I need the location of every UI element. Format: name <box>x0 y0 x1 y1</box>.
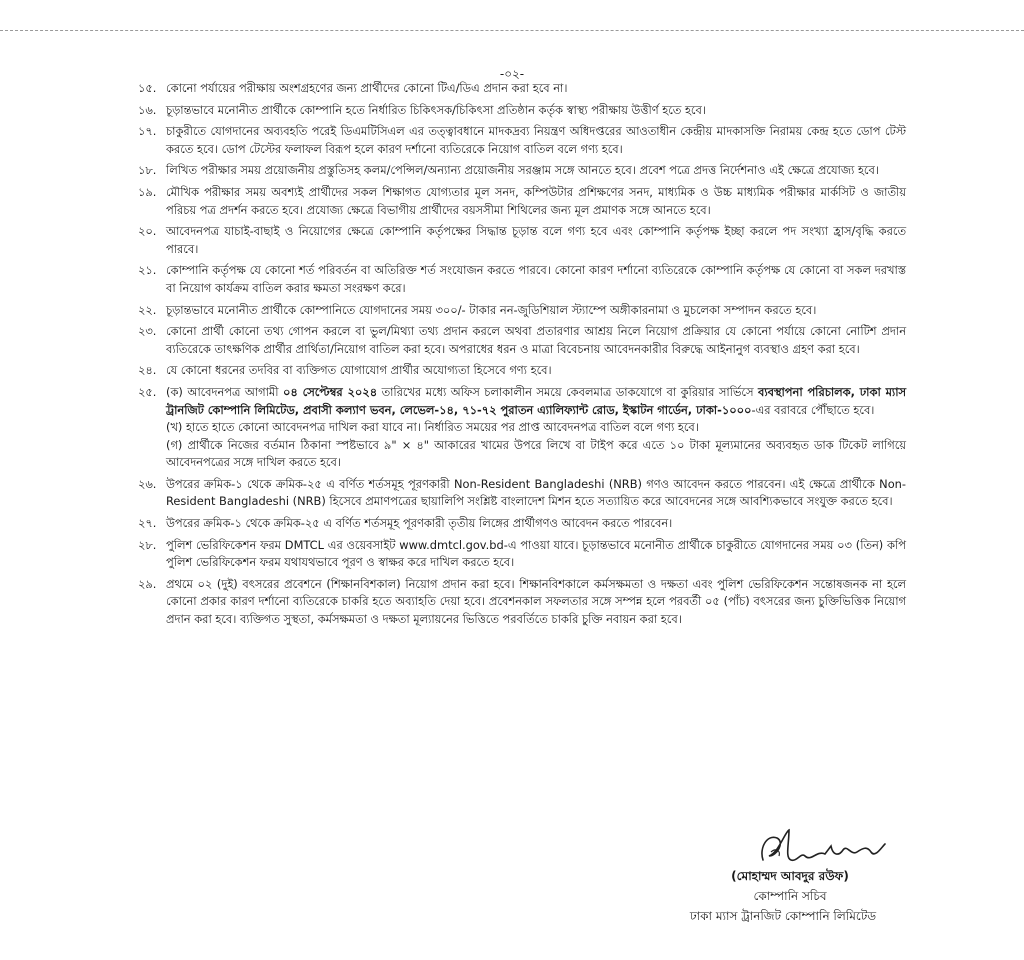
item-text: পুলিশ ভেরিফিকেশন ফরম DMTCL এর ওয়েবসাইট www.dmtcl.gov.bd-এ পাওয়া যাবে। চূড়ান্তভাবে মনোনীত প্রার্থীকে চাকুরীতে যোগদানের সময় ০৩ (তিন) কপি পুলিশ ভেরিফিকেশন ফরম যথাযথভাবে পূরণ ও স্বাক্ষর করে দাখিল করতে হবে। <box>166 537 906 570</box>
list-item <box>138 302 906 320</box>
deadline-date: ০৪ সেপ্টেম্বর ২০২৪ <box>282 384 378 399</box>
item-number: ২৮. <box>138 537 157 552</box>
list-item <box>138 476 906 511</box>
signatory-organization: ঢাকা ম্যাস ট্রানজিট কোম্পানি লিমিটেড <box>689 909 877 923</box>
list-item <box>138 102 906 120</box>
page-number: -০২- <box>499 67 525 81</box>
item-number: ২২. <box>138 302 157 317</box>
item-number: ২৬. <box>138 476 157 491</box>
subclause-kha: (খ) হাতে হাতে কোনো আবেদনপত্র দাখিল করা যাবে না। নির্ধারিত সময়ের পর প্রাপ্ত আবেদনপত্র বাতিল বলে গণ্য হবে। <box>166 420 699 435</box>
list-item <box>138 123 906 158</box>
item-text: প্রথমে ০২ (দুই) বৎসরের প্রবেশনে (শিক্ষানবিশকাল) নিয়োগ প্রদান করা হবে। শিক্ষানবিশকালে কর্মসক্ষমতা ও দক্ষতা এবং পুলিশ ভেরিফিকেশন সন্তোষজনক না হলে কোনো প্রকার কারণ দর্শানো ব্যতিরেকে চাকরি হতে অব্যাহতি দেয়া হবে। প্রবেশনকাল সফলতার সঙ্গে সম্পন্ন হলে পরবর্তী ০৫ (পাঁচ) বৎসরের জন্য চুক্তিভিত্তিক নিয়োগ প্রদান করা হবে। ব্যক্তিগত সুস্থতা, কর্মসক্ষমতা ও দক্ষতা মূল্যায়নের ভিত্তিতে পরবর্তিতে চাকরি চুক্তি নবায়ন করা হবে। <box>166 576 906 627</box>
item-text: যে কোনো ধরনের তদবির বা ব্যক্তিগত যোগাযোগ প্রার্থীর অযোগ্যতা হিসেবে গণ্য হবে। <box>166 363 552 378</box>
item-number: ১৫. <box>138 81 157 95</box>
item-text: কোনো প্রার্থী কোনো তথ্য গোপন করলে বা ভুল/মিথ্যা তথ্য প্রদান করলে অথবা প্রতারণার আশ্রয় নিলে নিয়োগ প্রক্রিয়ার যে কোনো পর্যায়ে কোনো নোটিশ প্রদান ব্যতিরেকে তাৎক্ষণিক প্রার্থীর প্রার্থিতা/নিয়োগ বাতিল করা হবে। অপরাধের ধরন ও মাত্রা বিবেচনায় আবেদনকারীর বিরুদ্ধে আইনানুগ ব্যবস্থাও গ্রহণ করা হবে। <box>166 324 906 356</box>
item-text: চূড়ান্তভাবে মনোনীত প্রার্থীকে কোম্পানি হতে নির্ধারিত চিকিৎসক/চিকিৎসা প্রতিষ্ঠান কর্তৃক স্বাস্থ্য পরীক্ষায় উত্তীর্ণ হতে হবে। <box>166 102 706 117</box>
item-text: আবেদনপত্র যাচাই-বাছাই ও নিয়োগের ক্ষেত্রে কোম্পানি কর্তৃপক্ষের সিদ্ধান্ত চূড়ান্ত বলে গণ্য হবে এবং কোম্পানি কর্তৃপক্ষ ইচ্ছা করলে পদ সংখ্যা হ্রাস/বৃদ্ধি করতে পারবে। <box>166 224 906 256</box>
item-number: ২৩. <box>138 324 157 339</box>
signature-block <box>640 866 940 926</box>
item-number: ১৯. <box>138 184 157 199</box>
item-text: চাকুরীতে যোগদানের অব্যবহতি পরেই ডিএমটিসিএল এর তত্ত্বাবধানে মাদকদ্রব্য নিয়ন্ত্রণ অধিদপ্তরের আওতাধীন কেন্দ্রীয় মাদকাসক্তি নিরাময় কেন্দ্র হতে ডোপ টেস্ট করতে হবে। ডোপ টেস্টের ফলাফল বিরূপ হলে কারণ দর্শানো ব্যতিরেকে নিয়োগ বাতিল বলে গণ্য হবে। <box>166 124 906 156</box>
terms-list <box>138 80 906 633</box>
list-item <box>138 80 906 98</box>
item-number: ২৫. <box>138 384 157 399</box>
list-item <box>138 576 906 629</box>
item-text: উপরের ক্রমিক-১ থেকে ক্রমিক-২৫ এ বর্ণিত শর্তসমূহ পূরণকারী Non-Resident Bangladeshi (NRB) গণও আবেদন করতে পারবেন। এই ক্ষেত্রে প্রার্থীকে Non-Resident Bangladeshi (NRB) হিসেবে প্রমাণপত্রের ছায়ালিপি সংশ্লিষ্ট বাংলাদেশ মিশন হতে সত্যায়িত করে আবেদনের সঙ্গে আবশ্যিকভাবে সংযুক্ত করতে হবে। <box>166 476 906 509</box>
item-text: মৌখিক পরীক্ষার সময় অবশ্যই প্রার্থীদের সকল শিক্ষাগত যোগ্যতার মূল সনদ, কম্পিউটার প্রশিক্ষণের সনদ, মাধ্যমিক ও উচ্চ মাধ্যমিক পরীক্ষার মার্কসিট ও জাতীয় পরিচয় পত্র প্রদর্শন করতে হবে। প্রযোজ্য ক্ষেত্রে বিভাগীয় প্রার্থীদের বয়সসীমা শিথিলের জন্য মূল প্রমাণক সঙ্গে আনতে হবে। <box>166 184 906 217</box>
subclause-ka <box>166 384 906 419</box>
list-item <box>138 223 906 258</box>
item-text: কোনো পর্যায়ের পরীক্ষায় অংশগ্রহণের জন্য প্রার্থীদের কোনো টিএ/ডিএ প্রদান করা হবে না। <box>166 81 568 95</box>
subclause-ga: (গ) প্রার্থীকে নিজের বর্তমান ঠিকানা স্পষ্টভাবে ৯" × ৪" আকারের খামের উপরে লিখে বা টাইপ করে এতে ১০ টাকা মূল্যমানের অব্যবহৃত ডাক টিকেট লাগিয়ে আবেদনপত্রের সঙ্গে দাখিল করতে হবে। <box>166 437 906 470</box>
item-number: ২৪. <box>138 363 157 378</box>
item-text: কোম্পানি কর্তৃপক্ষ যে কোনো শর্ত পরিবর্তন বা অতিরিক্ত শর্ত সংযোজন করতে পারবে। কোনো কারণ দর্শানো ব্যতিরেকে কোম্পানি কর্তৃপক্ষ যে কোনো বা সকল দরখাস্ত বা নিয়োগ কার্যক্রম বাতিল করার ক্ষমতা সংরক্ষণ করে। <box>166 263 906 295</box>
list-item <box>138 262 906 297</box>
item-number: ২৯. <box>138 576 157 591</box>
list-item-application-deadline <box>138 384 906 472</box>
subclause-ka-text: -এর বরাবরে পৌঁছাতে হবে। <box>751 402 875 417</box>
item-text: চূড়ান্তভাবে মনোনীত প্রার্থীকে কোম্পানিতে যোগদানের সময় ৩০০/- টাকার নন-জুডিশিয়াল স্ট্যাম্পে অঙ্গীকারনামা ও মুচলেকা সম্পাদন করতে হবে। <box>166 302 817 317</box>
item-text: লিখিত পরীক্ষার সময় প্রয়োজনীয় প্রস্তুতিসহ কলম/পেন্সিল/অন্যান্য প্রয়োজনীয় সরঞ্জাম সঙ্গে আনতে হবে। প্রবেশ পত্রে প্রদত্ত নির্দেশনাও এই ক্ষেত্রে প্রযোজ্য হবে। <box>166 163 879 178</box>
item-number: ২১. <box>138 263 157 278</box>
signatory-designation: কোম্পানি সচিব <box>753 889 827 903</box>
item-number: ১৬. <box>138 102 157 117</box>
item-text <box>166 384 906 472</box>
item-number: ২৭. <box>138 516 157 531</box>
list-item <box>138 515 906 533</box>
list-item <box>138 362 906 380</box>
item-text: উপরের ক্রমিক-১ থেকে ক্রমিক-২৫ এ বর্ণিত শর্তসমূহ পূরণকারী তৃতীয় লিঙ্গের প্রার্থীগণও আবেদন করতে পারবেন। <box>166 516 673 531</box>
item-number: ১৮. <box>138 163 157 178</box>
list-item <box>138 323 906 358</box>
item-number: ২০. <box>138 224 157 239</box>
list-item <box>138 184 906 219</box>
subclause-ka-text: তারিখের মধ্যে অফিস চলাকালীন সময়ে কেবলমাত্র ডাকযোগে বা কুরিয়ার সার্ভিসে <box>381 384 754 399</box>
signatory-name: (মোহাম্মদ আবদুর রউফ) <box>731 869 849 883</box>
mailing-address: ব্যবস্থাপনা পরিচালক, ঢাকা ম্যাস ট্রানজিট কোম্পানি লিমিটেড, প্রবাসী কল্যাণ ভবন, লেভেল-১৪, ৭১-৭২ পুরাতন এ্যালিফ্যান্ট রোড, ইস্কাটন গার্ডেন, ঢাকা-১০০০ <box>166 384 907 417</box>
list-item <box>138 537 906 572</box>
subclause-ka-text: (ক) আবেদনপত্র আগামী <box>166 384 279 399</box>
item-number: ১৭. <box>138 124 157 139</box>
list-item <box>138 162 906 180</box>
top-divider <box>0 30 1024 31</box>
